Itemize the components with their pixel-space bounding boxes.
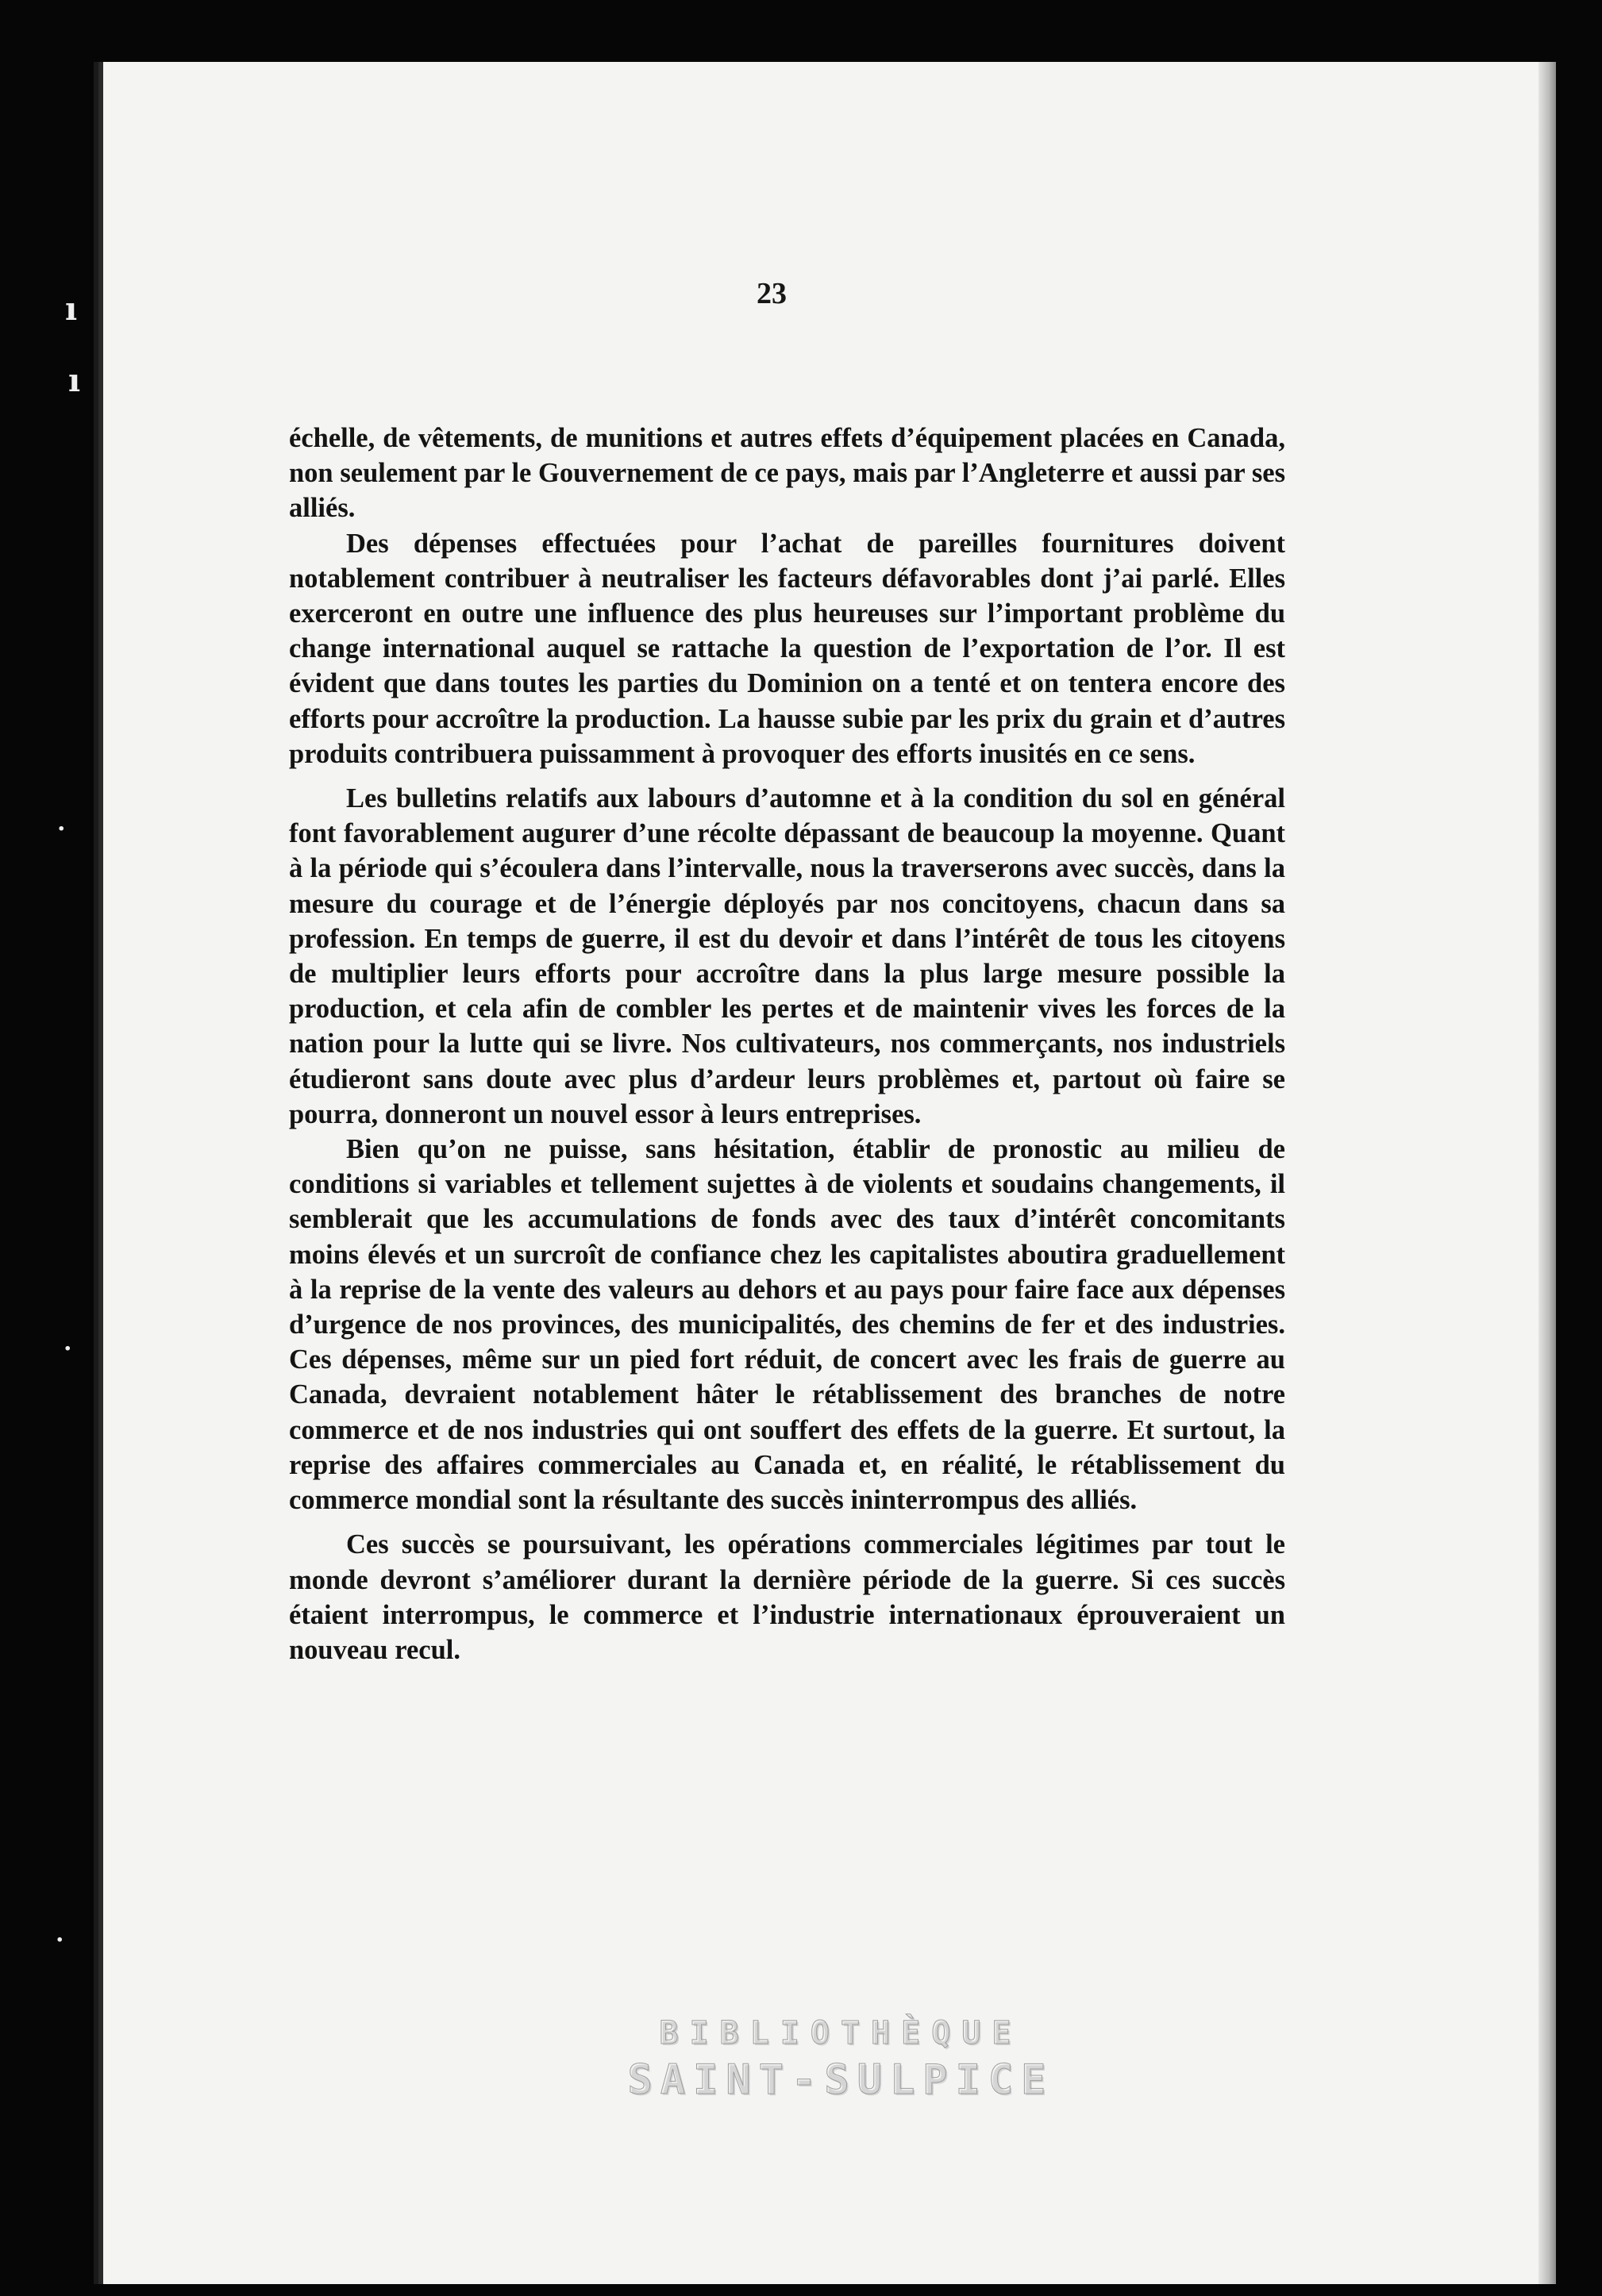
paragraph: Des dépenses effectuées pour l’achat de pareilles fournitures doivent notablement contribuer à neutraliser les facteurs défavorables dont j’ai parlé. Elles exerceront en outre une influence des plus heureuses sur l’important problème du change international auquel se rattache la question de l’exportation de l’or. Il est évident que dans toutes les parties du Dominion on a tenté et on tentera encore des efforts pour accroître la production. La hausse subie par les prix du grain et d’autres produits contribuera puissamment à provoquer des efforts inusités en ce sens. xyxy=(289,528,1285,769)
paragraph: échelle, de vêtements, de munitions et autres effets d’équipement placées en Canada, non seulement par le Gouvernement de ce pays, mais par l’Angleterre et aussi par ses alliés. xyxy=(289,423,1285,524)
paragraph: Les bulletins relatifs aux labours d’automne et à la condition du sol en général font favorablement augurer d’une récolte dépassant de beaucoup la moyenne. Quant à la période qui s’écoulera dans l’intervalle, nous la traverserons avec succès, dans la mesure du courage et de l’énergie déployés par nos concitoyens, chacun dans sa profession. En temps de guerre, il est du devoir et dans l’intérêt de tous les citoyens de multiplier leurs efforts pour accroître dans la plus large mesure possible la production, et cela afin de combler les pertes et de maintenir vives les forces de la nation pour la lutte qui se livre. Nos cultivateurs, nos commerçants, nos industriels étudieront sans doute avec plus d’ardeur leurs problèmes et, partout où faire se pourra, donneront un nouvel essor à leurs entreprises. xyxy=(289,783,1285,1129)
paragraph: Ces succès se poursuivant, les opérations commerciales légitimes par tout le monde devront s’améliorer durant la dernière période de la guerre. Si ces succès étaient interrompus, le commerce et l’industrie internationaux éprouveraient un nouveau recul. xyxy=(289,1529,1285,1665)
page-edge-shadow xyxy=(1538,62,1556,2284)
margin-mark: ı xyxy=(65,290,78,328)
margin-mark: ı xyxy=(68,362,81,399)
margin-mark: · xyxy=(64,1335,72,1363)
margin-mark: · xyxy=(56,1926,64,1954)
page-gutter xyxy=(98,62,103,2284)
stamp-line: SAINT-SULPICE xyxy=(627,2056,1054,2104)
margin-mark: · xyxy=(57,815,66,843)
body-text xyxy=(289,421,1285,1667)
page-number: 23 xyxy=(757,277,787,310)
paragraph: Bien qu’on ne puisse, sans hésitation, établir de pronostic au milieu de conditions si variables et tellement sujettes à de violents et soudains changements, il semblerait que les accumulations de fonds avec des taux d’intérêt concomitants moins élevés et un surcroît de confiance chez les capitalistes aboutira graduellement à la reprise de la vente des valeurs au dehors et au pays pour faire face aux dépenses d’urgence de nos provinces, des municipalités, des chemins de fer et des industries. Ces dépenses, même sur un pied fort réduit, de concert avec les frais de guerre au Canada, devraient notablement hâter le rétablissement des branches de notre commerce et de nos industries qui ont souffert des effets de la guerre. Et surtout, la reprise des affaires commerciales au Canada et, en réalité, le rétablissement du commerce mondial sont la résultante des succès ininterrompus des alliés. xyxy=(289,1134,1285,1516)
stamp-line: BIBLIOTHÈQUE xyxy=(659,2015,1022,2052)
library-perforation-stamp xyxy=(539,2014,1142,2133)
document-page xyxy=(94,62,1556,2284)
